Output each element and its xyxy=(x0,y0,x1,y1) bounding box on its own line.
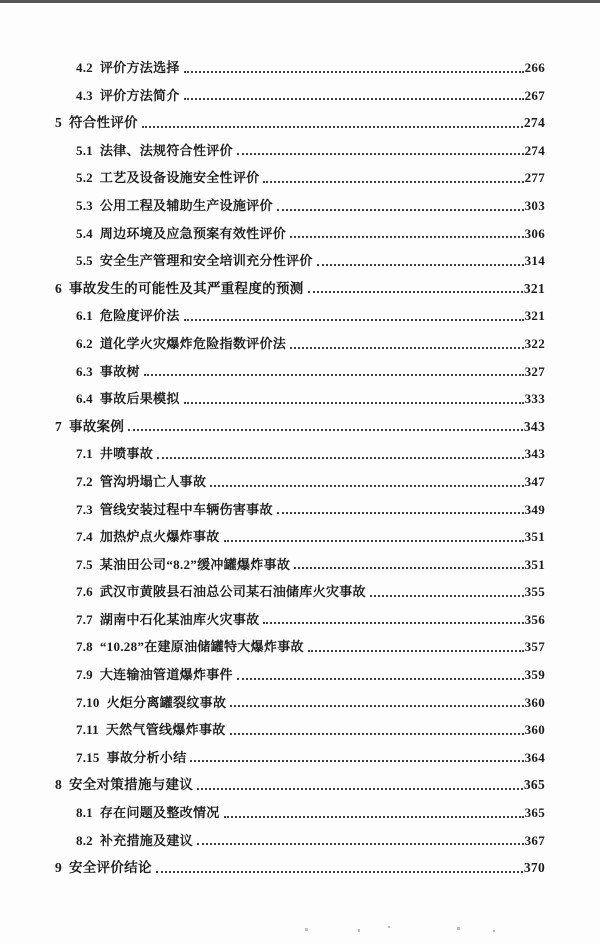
toc-row xyxy=(55,275,545,303)
toc-entry-number: 7.5 xyxy=(76,556,93,572)
toc-entry-title: 武汉市黄陂县石油总公司某石油储库火灾事故 xyxy=(99,584,366,600)
toc-entry-title: 道化学火灾爆炸危险指数评价法 xyxy=(99,335,287,351)
dot-leader xyxy=(157,457,524,459)
toc-entry-title: 危险度评价法 xyxy=(99,308,180,324)
toc-entry-page: 364 xyxy=(524,749,545,765)
dot-leader xyxy=(263,622,523,624)
dot-leader xyxy=(237,678,524,680)
dot-leader xyxy=(237,153,524,155)
toc-entry-number: 5 xyxy=(55,115,62,131)
toc-row xyxy=(55,358,545,386)
toc-entry-page: 357 xyxy=(524,639,545,655)
toc-entry-title: 周边环境及应急预案有效性评价 xyxy=(99,225,287,241)
toc-entry-number: 5.4 xyxy=(76,225,93,241)
toc-entry-title: 符合性评价 xyxy=(68,115,138,131)
toc-entry-title: 管线安装过程中车辆伤害事故 xyxy=(99,501,273,517)
toc-row xyxy=(55,468,545,496)
toc-entry-title: 事故发生的可能性及其严重程度的预测 xyxy=(68,280,304,296)
dot-leader xyxy=(294,567,523,569)
dot-leader xyxy=(277,209,524,211)
toc-entry-title: 某油田公司“8.2”缓冲罐爆炸事故 xyxy=(99,556,291,572)
toc-row xyxy=(55,192,545,220)
toc-entry-page: 306 xyxy=(524,225,545,241)
toc-entry-number: 8 xyxy=(55,777,62,793)
dot-leader xyxy=(190,760,523,762)
toc-entry-page: 347 xyxy=(524,473,545,489)
toc-entry-number: 7.7 xyxy=(76,611,93,627)
toc-row xyxy=(55,827,545,855)
toc-entry-number: 6.1 xyxy=(76,308,93,324)
toc-row xyxy=(55,716,545,744)
toc-entry-number: 7.2 xyxy=(76,473,93,489)
scan-noise-speck xyxy=(493,930,495,932)
toc-entry-title: 事故案例 xyxy=(68,418,125,434)
toc-entry-page: 351 xyxy=(524,556,545,572)
toc-entry-title: “10.28”在建原油储罐特大爆炸事故 xyxy=(99,639,304,655)
dot-leader xyxy=(224,816,524,818)
toc-row xyxy=(55,689,545,717)
dot-leader xyxy=(184,71,524,73)
toc-entry-number: 9 xyxy=(55,860,62,876)
toc-entry-page: 365 xyxy=(523,777,545,793)
toc-entry-title: 评价方法选择 xyxy=(99,60,180,75)
dot-leader xyxy=(184,98,524,100)
toc-row xyxy=(55,440,545,468)
toc-entry-title: 法律、法规符合性评价 xyxy=(99,142,233,158)
toc-entry-number: 7.4 xyxy=(76,529,93,545)
dot-leader xyxy=(128,429,523,431)
toc-entry-page: 274 xyxy=(523,115,545,131)
toc-row xyxy=(55,220,545,248)
toc-entry-page: 303 xyxy=(524,197,545,213)
toc-entry-title: 井喷事故 xyxy=(99,446,154,462)
toc-row xyxy=(55,330,545,358)
toc-entry-page: 343 xyxy=(523,418,545,434)
toc-entry-title: 加热炉点火爆炸事故 xyxy=(99,529,220,545)
toc-entry-title: 事故分析小结 xyxy=(106,749,187,765)
toc-entry-page: 333 xyxy=(524,391,545,407)
toc-entry-page: 365 xyxy=(524,805,545,821)
toc-entry-number: 7.15 xyxy=(76,749,100,765)
toc-entry-page: 355 xyxy=(524,584,545,600)
toc-entry-number: 8.2 xyxy=(76,832,93,848)
scan-noise-speck xyxy=(358,929,360,932)
toc-entry-number: 7 xyxy=(55,418,62,434)
toc-entry-title: 天然气管线爆炸事故 xyxy=(105,722,226,738)
toc-entry-number: 5.2 xyxy=(76,170,93,186)
toc-row xyxy=(55,82,545,110)
toc-entry-number: 7.8 xyxy=(76,639,93,655)
toc-entry-page: 321 xyxy=(523,280,545,296)
toc-entry-title: 事故树 xyxy=(99,363,140,379)
toc-entry-page: 314 xyxy=(524,253,545,269)
toc-row xyxy=(55,606,545,634)
toc-row xyxy=(55,496,545,524)
toc-entry-page: 351 xyxy=(524,529,545,545)
toc-entry-page: 356 xyxy=(524,611,545,627)
dot-leader xyxy=(184,402,524,404)
toc-entry-title: 大连输油管道爆炸事件 xyxy=(99,667,233,683)
toc-row xyxy=(55,137,545,165)
toc-entry-page: 327 xyxy=(524,363,545,379)
dot-leader xyxy=(156,871,523,873)
toc-row xyxy=(55,854,545,882)
dot-leader xyxy=(142,126,523,128)
toc-entry-number: 5.1 xyxy=(76,142,93,158)
toc-entry-number: 7.11 xyxy=(76,722,99,738)
dot-leader xyxy=(224,540,524,542)
toc-entry-number: 6.4 xyxy=(76,391,93,407)
toc-row xyxy=(55,578,545,606)
toc-entry-number: 6 xyxy=(55,280,62,296)
toc-entry-page: 360 xyxy=(524,694,545,710)
toc-entry-title: 公用工程及辅助生产设施评价 xyxy=(99,197,273,213)
toc-entry-page: 359 xyxy=(524,667,545,683)
toc-entry-page: 267 xyxy=(524,87,545,103)
toc-entry-title: 事故后果模拟 xyxy=(99,391,180,407)
toc-entry-number: 7.3 xyxy=(76,501,93,517)
toc-row xyxy=(55,54,545,82)
toc-row xyxy=(55,661,545,689)
toc-entry-page: 367 xyxy=(524,832,545,848)
toc-row xyxy=(55,551,545,579)
toc-entry-number: 4.3 xyxy=(76,87,93,103)
dot-leader xyxy=(308,291,523,293)
toc-entry-title: 安全评价结论 xyxy=(68,860,152,876)
toc-row xyxy=(55,799,545,827)
toc-row xyxy=(55,302,545,330)
toc-entry-page: 349 xyxy=(524,501,545,517)
toc-entry-title: 工艺及设备设施安全性评价 xyxy=(99,170,260,186)
toc-entry-page: 370 xyxy=(523,860,545,876)
dot-leader xyxy=(230,733,524,735)
toc-entry-title: 评价方法简介 xyxy=(99,87,180,103)
dot-leader xyxy=(230,705,523,707)
toc-entry-title: 存在问题及整改情况 xyxy=(99,805,220,821)
dot-leader xyxy=(308,650,524,652)
table-of-contents xyxy=(55,54,545,882)
toc-row xyxy=(55,523,545,551)
toc-row xyxy=(55,385,545,413)
toc-entry-number: 7.6 xyxy=(76,584,93,600)
dot-leader xyxy=(277,512,524,514)
dot-leader xyxy=(317,264,524,266)
toc-entry-page: 321 xyxy=(524,308,545,324)
toc-row xyxy=(55,247,545,275)
dot-leader xyxy=(290,236,524,238)
scan-noise-speck xyxy=(305,928,308,931)
toc-row xyxy=(55,771,545,799)
toc-entry-number: 7.1 xyxy=(76,446,93,462)
dot-leader xyxy=(184,319,524,321)
toc-entry-number: 4.2 xyxy=(76,60,93,75)
dot-leader xyxy=(144,374,524,376)
toc-entry-title: 湖南中石化某油库火灾事故 xyxy=(99,611,260,627)
toc-row xyxy=(55,744,545,772)
toc-entry-title: 管沟坍塌亡人事故 xyxy=(99,473,207,489)
toc-entry-title: 补充措施及建议 xyxy=(99,832,193,848)
toc-entry-number: 5.3 xyxy=(76,197,93,213)
toc-entry-number: 6.3 xyxy=(76,363,93,379)
toc-row xyxy=(55,109,545,137)
dot-leader xyxy=(290,347,524,349)
dot-leader xyxy=(197,843,524,845)
scan-noise-speck xyxy=(388,926,390,928)
dot-leader xyxy=(263,181,523,183)
toc-entry-number: 7.10 xyxy=(76,694,100,710)
dot-leader xyxy=(197,788,523,790)
toc-entry-page: 274 xyxy=(524,142,545,158)
scan-noise-speck xyxy=(457,927,460,930)
toc-row xyxy=(55,164,545,192)
toc-entry-number: 5.5 xyxy=(76,253,93,269)
toc-entry-title: 安全对策措施与建议 xyxy=(68,777,194,793)
toc-entry-number: 6.2 xyxy=(76,335,93,351)
toc-entry-page: 343 xyxy=(524,446,545,462)
toc-entry-page: 322 xyxy=(524,335,545,351)
toc-entry-page: 277 xyxy=(524,170,545,186)
toc-entry-number: 7.9 xyxy=(76,667,93,683)
toc-entry-page: 266 xyxy=(524,60,545,75)
toc-entry-number: 8.1 xyxy=(76,805,93,821)
dot-leader xyxy=(210,485,523,487)
dot-leader xyxy=(370,595,524,597)
toc-entry-page: 360 xyxy=(524,722,545,738)
toc-row xyxy=(55,633,545,661)
toc-entry-title: 安全生产管理和安全培训充分性评价 xyxy=(99,253,313,269)
scan-top-edge xyxy=(0,0,600,3)
toc-entry-title: 火炬分离罐裂纹事故 xyxy=(106,694,227,710)
toc-row xyxy=(55,413,545,441)
